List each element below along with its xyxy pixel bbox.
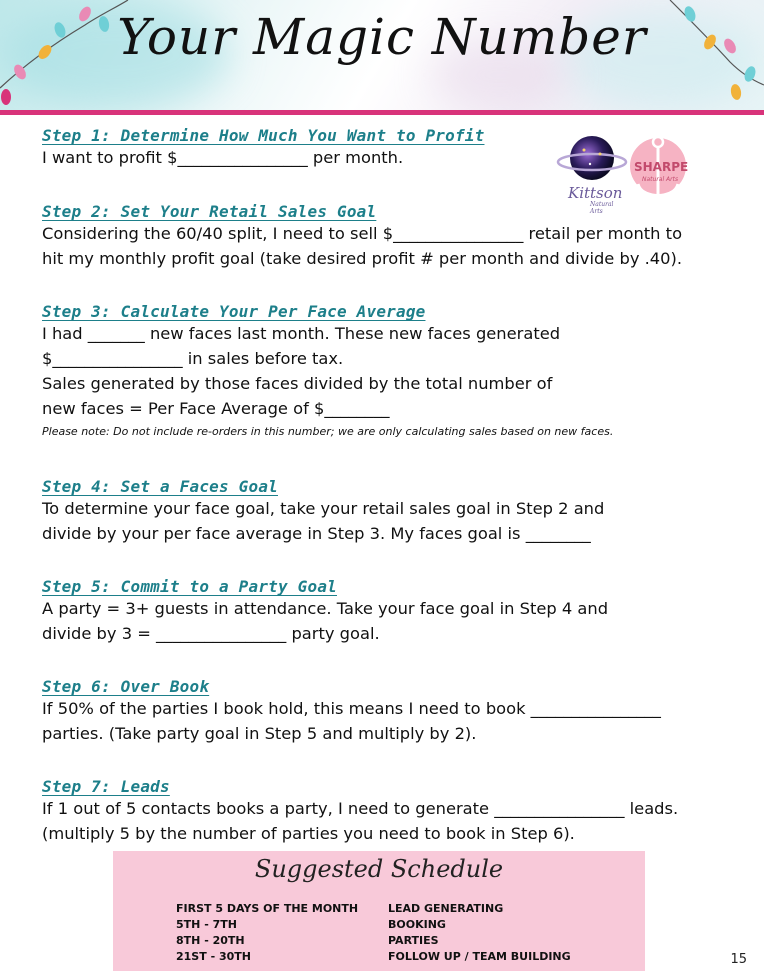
schedule-row xyxy=(176,933,439,949)
step-text: I had _______ new faces last month. These new faces generated xyxy=(42,324,561,343)
step-text: To determine your face goal, take your retail sales goal in Step 2 and xyxy=(42,499,605,518)
schedule-what: PARTIES xyxy=(388,934,439,947)
page-number: 15 xyxy=(730,952,747,967)
planet-logo-icon xyxy=(556,130,628,190)
schedule-what: FOLLOW UP / TEAM BUILDING xyxy=(388,950,571,963)
schedule-row xyxy=(176,901,503,917)
step-text: Considering the 60/40 split, I need to sell $________________ retail per month to xyxy=(42,224,683,243)
step-heading: Step 2: Set Your Retail Sales Goal xyxy=(42,202,377,221)
sharpe-logo-text: SHARPE xyxy=(634,160,689,174)
step-note: Please note: Do not include re-orders in this number; we are only calculating sales based on new faces. xyxy=(42,425,614,438)
step-heading: Step 4: Set a Faces Goal xyxy=(42,477,278,496)
header-banner xyxy=(0,0,764,112)
schedule-title: Suggested Schedule xyxy=(254,855,504,883)
step-text: hit my monthly profit goal (take desired profit # per month and divide by .40). xyxy=(42,249,683,268)
step-text: new faces = Per Face Average of $________ xyxy=(42,399,390,418)
sharpe-logo-subtext: Natural Arts xyxy=(642,176,679,183)
kittson-logo xyxy=(556,130,628,215)
kittson-logo-subtext: Natural Arts xyxy=(590,201,614,215)
step-text: divide by 3 = ________________ party goal. xyxy=(42,624,380,643)
step-1 xyxy=(42,126,484,170)
schedule-when: 5TH - 7TH xyxy=(176,918,237,931)
step-text: A party = 3+ guests in attendance. Take your face goal in Step 4 and xyxy=(42,599,609,618)
schedule-what: BOOKING xyxy=(388,918,446,931)
step-text: parties. (Take party goal in Step 5 and multiply by 2). xyxy=(42,724,477,743)
step-2 xyxy=(42,202,682,271)
step-heading: Step 7: Leads xyxy=(42,777,170,796)
step-5 xyxy=(42,577,608,646)
step-6 xyxy=(42,677,661,746)
step-3 xyxy=(42,302,613,441)
step-text: (multiply 5 by the number of parties you need to book in Step 6). xyxy=(42,824,575,843)
schedule-row xyxy=(176,949,571,965)
step-heading: Step 5: Commit to a Party Goal xyxy=(42,577,337,596)
schedule-when: 8TH - 20TH xyxy=(176,934,245,947)
step-text: If 1 out of 5 contacts books a party, I need to generate ________________ leads. xyxy=(42,799,679,818)
step-4 xyxy=(42,477,604,546)
step-heading: Step 6: Over Book xyxy=(42,677,210,696)
suggested-schedule-box xyxy=(113,851,645,971)
step-heading: Step 1: Determine How Much You Want to Profit xyxy=(42,126,485,145)
step-text: $________________ in sales before tax. xyxy=(42,349,344,368)
step-text: If 50% of the parties I book hold, this means I need to book ________________ xyxy=(42,699,661,718)
step-7 xyxy=(42,777,678,846)
schedule-when: 21ST - 30TH xyxy=(176,950,251,963)
kittson-logo-text: Kittson xyxy=(568,184,623,202)
schedule-row xyxy=(176,917,446,933)
schedule-when: FIRST 5 DAYS OF THE MONTH xyxy=(176,902,359,915)
step-heading: Step 3: Calculate Your Per Face Average xyxy=(42,302,426,321)
schedule-what: LEAD GENERATING xyxy=(388,902,504,915)
step-text: Sales generated by those faces divided by the total number of xyxy=(42,374,553,393)
page-title: Your Magic Number xyxy=(117,8,647,66)
step-text: I want to profit $________________ per month. xyxy=(42,148,404,167)
step-text: divide by your per face average in Step 3. My faces goal is ________ xyxy=(42,524,591,543)
header-divider xyxy=(0,110,764,115)
